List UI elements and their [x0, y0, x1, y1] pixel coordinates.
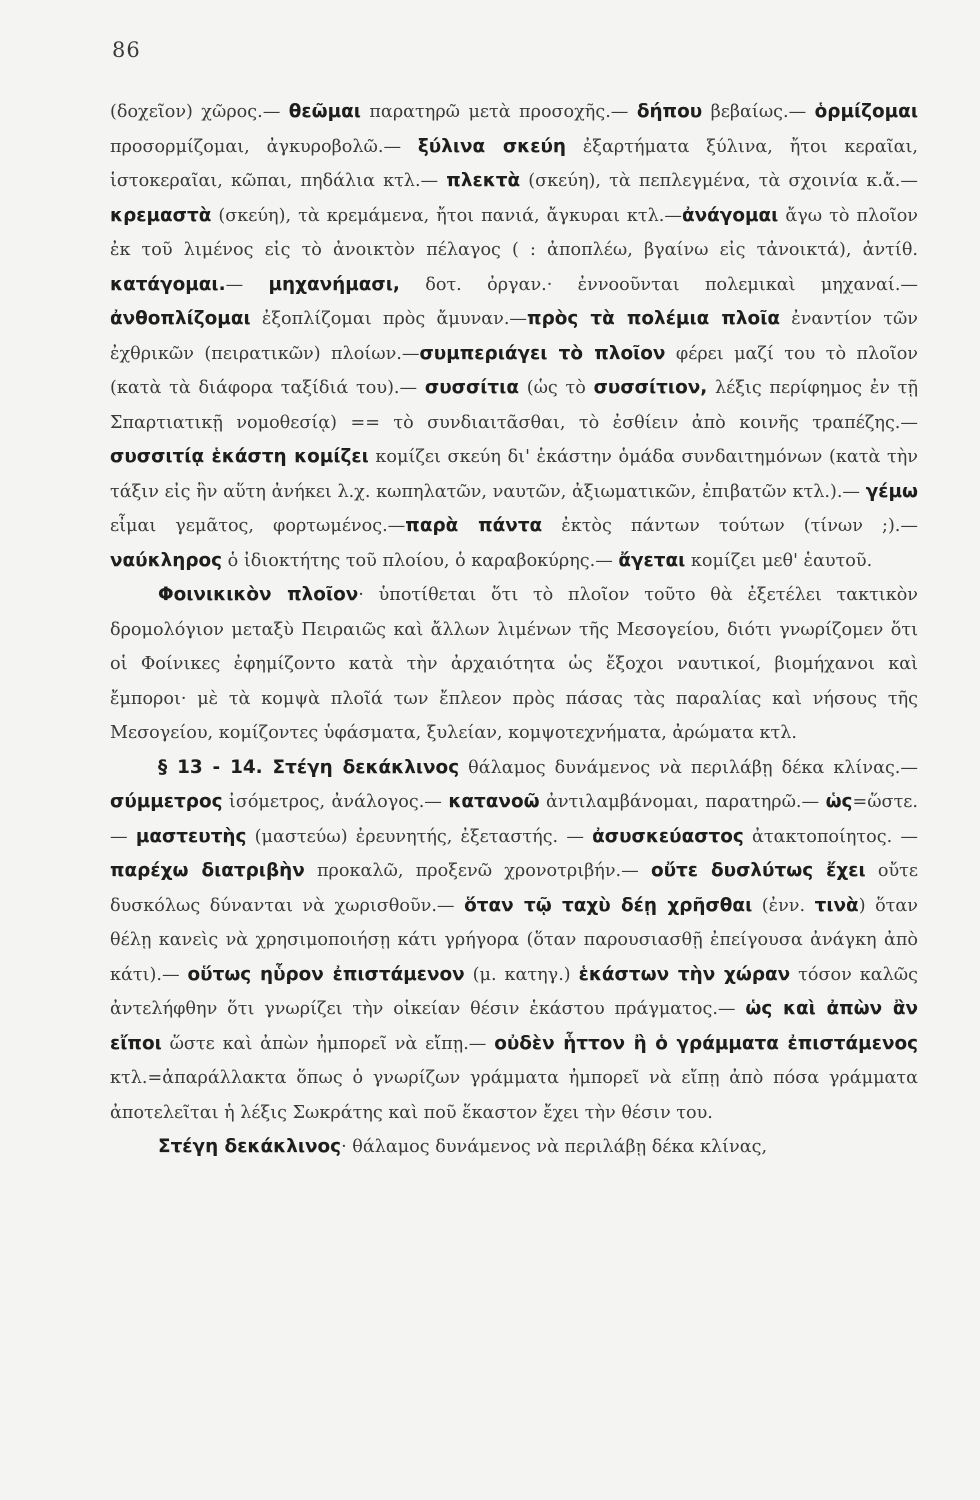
headword: ἀσυσκεύαστος [592, 825, 744, 847]
headword: πρὸς τὰ πολέμια πλοῖα [527, 308, 780, 329]
gloss-text: =ὥστε.— [110, 792, 919, 847]
paragraph-section-13-14 [110, 751, 918, 1131]
gloss-text: κομίζει σκεύη δι' ἑκάστην ὁμάδα συνδαιτημόνων (κατὰ τὴν τάξιν εἰς ἣν αὕτη ἀνήκει λ.χ. κωπηλατῶν, ναυτῶν, ἀξιωματικῶν, ἐπιβατῶν κτλ.).— [110, 447, 918, 502]
paragraph-phoenician-ship [110, 578, 918, 751]
gloss-text: δοτ. ὀργαν.· ἐννοοῦνται πολεμικαὶ μηχαναί.— [399, 274, 919, 295]
headword: δήπου [636, 101, 703, 122]
gloss-text: λέξις περίφημος ἐν τῇ Σπαρτιατικῇ νομοθεσίᾳ) == τὸ συνδιαιτᾶσθαι, τὸ ἐσθίειν ἀπὸ κοινῆς τραπέζης.— [110, 378, 918, 433]
gloss-text: ἄγω τὸ πλοῖον ἐκ τοῦ λιμένος εἰς τὸ ἀνοικτὸν πέλαγος ( : ἀποπλέω, βγαίνω εἰς τἀνοικτά), ἀντίθ. [110, 205, 918, 260]
headword: ὁρμίζομαι [814, 101, 918, 122]
gloss-text: ἐναντίον τῶν ἐχθρικῶν (πειρατικῶν) πλοίων.— [110, 309, 919, 364]
headword: σύμμετρος [110, 791, 223, 812]
gloss-text: ἀντιλαμβάνομαι, παρατηρῶ.— [539, 792, 826, 812]
gloss-text: οὔτε δυσκόλως δύνανται νὰ χωρισθοῦν.— [110, 861, 919, 916]
gloss-text: (δοχεῖον) χῶρος.— [110, 102, 289, 122]
headword: Στέγη δεκάκλινος [158, 1136, 342, 1157]
headword: ἄγεται [618, 549, 686, 571]
gloss-text: κομίζει μεθ' ἑαυτοῦ. [685, 550, 873, 571]
gloss-text: — [225, 274, 269, 295]
headword: κατανοῶ [448, 791, 540, 812]
gloss-text: βεβαίως.— [702, 102, 815, 122]
headword: κρεμαστὰ [110, 204, 212, 226]
gloss-text: · θάλαμος δυνάμενος νὰ περιλάβῃ δέκα κλίνας, [341, 1137, 768, 1157]
headword: παρὰ πάντα [405, 515, 543, 536]
headword: ἀνάγομαι [682, 204, 779, 226]
gloss-text: (ἐνν. [752, 895, 815, 916]
headword: θεῶμαι [288, 101, 361, 122]
page-number: 86 [112, 38, 141, 62]
gloss-text: · ὑποτίθεται ὅτι τὸ πλοῖον τοῦτο θὰ ἐξετέλει τακτικὸν δρομολόγιον μεταξὺ Πειραιῶς καὶ ἄλλων λιμένων τῆς Μεσογείου, διότι γνωρίζομεν ὅτι οἱ Φοίνικες ἐφημίζοντο κατὰ τὴν ἀρχαιότητα ὡς ἔξοχοι ναυτικοί, βιομήχανοι καὶ ἔμποροι· μὲ τὰ κομψὰ πλοῖά των ἔπλεον πρὸς πάσας τὰς παραλίας καὶ νήσους τῆς Μεσογείου, κομίζοντες ὑφάσματα, ξυλείαν, κομψοτεχνήματα, ἀρώματα κτλ. [110, 585, 918, 743]
gloss-text: ὥστε καὶ ἀπὼν ἠμπορεῖ νὰ εἴπῃ.— [161, 1033, 495, 1054]
gloss-text: (μ. κατηγ.) [464, 964, 579, 985]
headword: οὐδὲν ἧττον ἢ ὁ γράμματα ἐπιστάμενος [494, 1032, 919, 1054]
gloss-text: προσορμίζομαι, ἀγκυροβολῶ.— [110, 136, 418, 157]
headword: κατάγομαι. [110, 273, 226, 295]
headword: ξύλινα σκεύη [417, 135, 566, 157]
headword: ἑκάστων τὴν χώραν [578, 963, 791, 985]
gloss-text: ἐξαρτήματα ξύλινα, ἤτοι κεραῖαι, ἱστοκεραῖαι, κῶπαι, πηδάλια κτλ.— [110, 136, 919, 191]
headword: πλεκτὰ [446, 170, 521, 191]
headword: ὡς καὶ ἀπὼν ἂν εἴποι [110, 998, 918, 1054]
gloss-text: φέρει μαζί του τὸ πλοῖον (κατὰ τὰ διάφορα ταξίδιά του).— [110, 343, 919, 398]
headword: τινὰ [814, 894, 859, 916]
paragraph-stegi-dekaklinos [110, 1130, 918, 1165]
headword: συσσίτιον, [593, 377, 708, 398]
headword: μηχανήμασι, [268, 273, 400, 295]
headword: ὅταν τῷ ταχὺ δέῃ χρῆσθαι [464, 894, 753, 916]
gloss-text: θάλαμος δυνάμενος νὰ περιλάβῃ δέκα κλίνας.— [459, 757, 918, 778]
headword: συσσίτια [424, 377, 519, 398]
headword: συσσιτίᾳ ἑκάστη κομίζει [110, 446, 369, 467]
paragraph-vocabulary-notes [110, 95, 918, 578]
headword: οὔτε δυσλύτως ἔχει [650, 860, 866, 881]
headword: § 13 - 14. Στέγη δεκάκλινος [158, 756, 460, 778]
headword: μαστευτὴς [135, 825, 247, 847]
headword: συμπεριάγει τὸ πλοῖον [419, 342, 666, 364]
headword: ἀνθοπλίζομαι [110, 308, 251, 329]
headword: οὕτως ηὗρον ἐπιστάμενον [187, 963, 465, 985]
gloss-text: (μαστεύω) ἐρευνητής, ἐξεταστής. — [246, 826, 593, 847]
gloss-text: ὁ ἰδιοκτήτης τοῦ πλοίου, ὁ καραβοκύρης.— [222, 550, 619, 571]
gloss-text: παρατηρῶ μετὰ προσοχῆς.— [360, 102, 637, 122]
gloss-text: (σκεύη), τὰ πεπλεγμένα, τὰ σχοινία κ.ἄ.— [520, 171, 918, 191]
headword: Φοινικικὸν πλοῖον [158, 584, 359, 605]
gloss-text: (ὡς τὸ [518, 378, 594, 398]
gloss-text: τόσον καλῶς ἀντελήφθην ὅτι γνωρίζει τὴν οἰκείαν θέσιν ἑκάστου πράγματος.— [110, 964, 919, 1019]
gloss-text: (σκεύη), τὰ κρεμάμενα, ἤτοι πανιά, ἄγκυραι κτλ.— [211, 205, 682, 226]
gloss-text: ) ὅταν θέλῃ κανεὶς νὰ χρησιμοποιήσῃ κάτι γρήγορα (ὅταν παρουσιασθῇ ἐπείγουσα ἀνάγκη ἀπὸ κάτι).— [110, 895, 918, 985]
gloss-text: ἀτακτοποίητος. — [743, 826, 919, 847]
gloss-text: ἐξοπλίζομαι πρὸς ἄμυναν.— [250, 309, 528, 329]
gloss-text: εἶμαι γεμᾶτος, φορτωμένος.— [110, 516, 406, 536]
gloss-text: ἐκτὸς πάντων τούτων (τίνων ;).— [542, 516, 918, 536]
gloss-text: προκαλῶ, προξενῶ χρονοτριβήν.— [304, 861, 651, 881]
gloss-text: ἰσόμετρος, ἀνάλογος.— [222, 792, 449, 812]
headword: γέμω [865, 480, 918, 502]
commentary-text [110, 95, 918, 1165]
headword: ναύκληρος [110, 549, 223, 571]
headword: ὡς [825, 791, 853, 812]
gloss-text: κτλ.=ἀπαράλλακτα ὅπως ὁ γνωρίζων γράμματα ἠμπορεῖ νὰ εἴπῃ ἀπὸ πόσα γράμματα ἀποτελεῖται ἡ λέξις Σωκράτης καὶ ποῦ ἕκαστον ἔχει τὴν θέσιν του. [110, 1068, 918, 1123]
headword: παρέχω διατριβὴν [110, 860, 305, 881]
